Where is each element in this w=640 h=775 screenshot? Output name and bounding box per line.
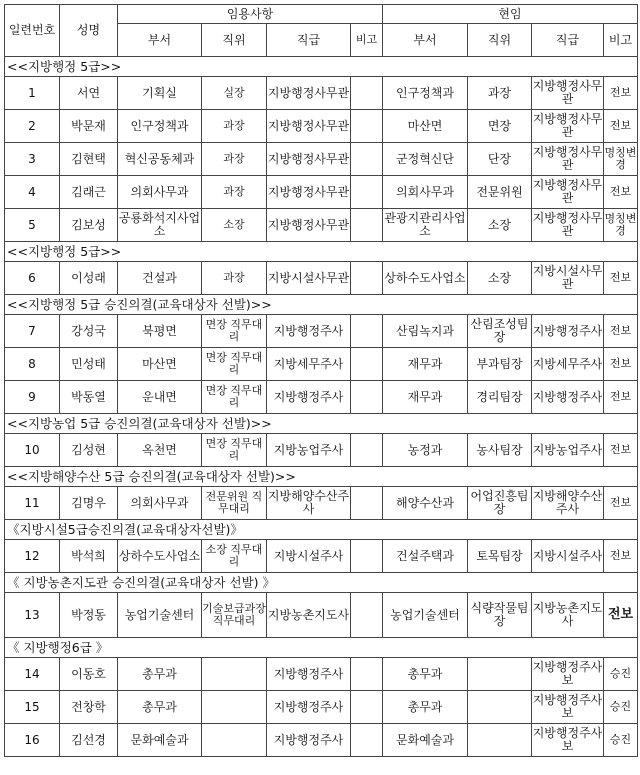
- appointment-dept-cell: 의회사무과: [118, 487, 202, 520]
- remark-cell: 전보: [604, 315, 638, 348]
- current-position-cell: 부과팀장: [468, 348, 532, 381]
- name-cell: 강성국: [60, 315, 118, 348]
- remark-cell: 전보: [604, 434, 638, 467]
- remark-cell: 전보: [604, 593, 638, 638]
- appointment-position-cell: 전문위원 직무대리: [202, 487, 267, 520]
- remark-cell: 전보: [604, 262, 638, 295]
- seq-cell: 12: [5, 540, 60, 573]
- table-row: [5, 487, 638, 520]
- appointment-remark-cell: [351, 209, 383, 242]
- current-dept-cell: 재무과: [383, 348, 468, 381]
- appointment-remark-cell: [351, 262, 383, 295]
- remark-cell: 전보: [604, 110, 638, 143]
- appointment-remark-cell: [351, 724, 383, 757]
- current-grade-cell: 지방행정주사보: [532, 724, 604, 757]
- appointment-dept-cell: 의회사무과: [118, 176, 202, 209]
- section-title: 《지방시설5급승진의결(교육대상자선발)》: [5, 520, 638, 540]
- appointment-position-cell: 소장 직무대리: [202, 540, 267, 573]
- table-row: [5, 209, 638, 242]
- table-row: [5, 381, 638, 414]
- appointment-remark-cell: [351, 176, 383, 209]
- current-grade-cell: 지방농업주사: [532, 434, 604, 467]
- seq-cell: 7: [5, 315, 60, 348]
- name-cell: 김보성: [60, 209, 118, 242]
- appointment-grade-cell: 지방행정사무관: [267, 209, 351, 242]
- current-position-cell: 면장: [468, 110, 532, 143]
- appointment-grade-cell: 지방농업주사: [267, 434, 351, 467]
- current-grade-cell: 지방행정사무관: [532, 110, 604, 143]
- table-row: [5, 315, 638, 348]
- name-cell: 박동열: [60, 381, 118, 414]
- current-dept-cell: 건설주택과: [383, 540, 468, 573]
- section-title: <<지방행정 5급>>: [5, 242, 638, 262]
- appointment-grade-cell: 지방행정사무관: [267, 176, 351, 209]
- appointment-remark-cell: [351, 110, 383, 143]
- current-position-cell: 식량작물팀장: [468, 593, 532, 638]
- seq-cell: 10: [5, 434, 60, 467]
- appointment-grade-cell: 지방행정사무관: [267, 110, 351, 143]
- appointment-position-cell: 과장: [202, 262, 267, 295]
- appointment-remark-cell: [351, 691, 383, 724]
- current-position-cell: 산림조성팀장: [468, 315, 532, 348]
- current-dept-cell: 군정혁신단: [383, 143, 468, 176]
- appointment-dept-cell: 인구정책과: [118, 110, 202, 143]
- current-grade-cell: 지방세무주사: [532, 348, 604, 381]
- seq-cell: 11: [5, 487, 60, 520]
- appointment-dept-cell: 혁신공동체과: [118, 143, 202, 176]
- remark-cell: 전보: [604, 540, 638, 573]
- appointment-position-cell: 과장: [202, 176, 267, 209]
- table-row: [5, 143, 638, 176]
- appointment-position-cell: 면장 직무대리: [202, 348, 267, 381]
- appointment-dept-cell: 건설과: [118, 262, 202, 295]
- remark-cell: 전보: [604, 487, 638, 520]
- section-header-row: [5, 520, 638, 540]
- table-row: [5, 658, 638, 691]
- section-header-row: [5, 467, 638, 487]
- section-header-row: [5, 295, 638, 315]
- current-dept-cell: 재무과: [383, 381, 468, 414]
- appointment-grade-cell: 지방행정주사: [267, 658, 351, 691]
- current-grade-cell: 지방행정주사: [532, 381, 604, 414]
- appointment-dept-cell: 기획실: [118, 77, 202, 110]
- current-dept-cell: 마산면: [383, 110, 468, 143]
- remark-cell: 승진: [604, 658, 638, 691]
- current-grade-cell: 지방시설사무관: [532, 262, 604, 295]
- appointment-position-cell: 면장 직무대리: [202, 381, 267, 414]
- name-cell: 서연: [60, 77, 118, 110]
- current-dept-cell: 관광지관리사업소: [383, 209, 468, 242]
- section-header-row: [5, 57, 638, 77]
- remark-cell: 전보: [604, 176, 638, 209]
- table-row: [5, 262, 638, 295]
- header-appointment-position: 직위: [202, 24, 267, 57]
- current-position-cell: 소장: [468, 262, 532, 295]
- appointment-dept-cell: 북평면: [118, 315, 202, 348]
- name-cell: 김선경: [60, 724, 118, 757]
- section-title: <<지방해양수산 5급 승진의결(교육대상자 선발)>>: [5, 467, 638, 487]
- appointment-position-cell: 기술보급과장 직무대리: [202, 593, 267, 638]
- seq-cell: 15: [5, 691, 60, 724]
- appointment-remark-cell: [351, 487, 383, 520]
- seq-cell: 13: [5, 593, 60, 638]
- table-row: [5, 434, 638, 467]
- appointment-grade-cell: 지방농촌지도사: [267, 593, 351, 638]
- appointment-remark-cell: [351, 381, 383, 414]
- section-title: 《 지방행정6급 》: [5, 638, 638, 658]
- header-current-grade: 직급: [532, 24, 604, 57]
- current-grade-cell: 지방행정사무관: [532, 176, 604, 209]
- current-dept-cell: 의회사무과: [383, 176, 468, 209]
- appointment-dept-cell: 운내면: [118, 381, 202, 414]
- current-dept-cell: 해양수산과: [383, 487, 468, 520]
- appointment-grade-cell: 지방행정주사: [267, 691, 351, 724]
- table-row: [5, 593, 638, 638]
- appointment-grade-cell: 지방해양수산주사: [267, 487, 351, 520]
- current-dept-cell: 인구정책과: [383, 77, 468, 110]
- appointment-grade-cell: 지방행정주사: [267, 381, 351, 414]
- appointment-dept-cell: 마산면: [118, 348, 202, 381]
- current-position-cell: 전문위원: [468, 176, 532, 209]
- appointment-remark-cell: [351, 593, 383, 638]
- remark-cell: 승진: [604, 691, 638, 724]
- seq-cell: 3: [5, 143, 60, 176]
- seq-cell: 16: [5, 724, 60, 757]
- name-cell: 전창학: [60, 691, 118, 724]
- table-row: [5, 348, 638, 381]
- appointment-dept-cell: 옥천면: [118, 434, 202, 467]
- remark-cell: 명칭변경: [604, 209, 638, 242]
- seq-cell: 5: [5, 209, 60, 242]
- name-cell: 김명우: [60, 487, 118, 520]
- personnel-table: [4, 4, 638, 757]
- appointment-position-cell: 실장: [202, 77, 267, 110]
- header-current-position: 직위: [468, 24, 532, 57]
- current-grade-cell: 지방농촌지도사: [532, 593, 604, 638]
- table-row: [5, 724, 638, 757]
- appointment-position-cell: 과장: [202, 143, 267, 176]
- seq-cell: 1: [5, 77, 60, 110]
- section-header-row: [5, 638, 638, 658]
- current-dept-cell: 농업기술센터: [383, 593, 468, 638]
- current-grade-cell: 지방행정사무관: [532, 77, 604, 110]
- name-cell: 박정동: [60, 593, 118, 638]
- current-dept-cell: 총무과: [383, 691, 468, 724]
- current-grade-cell: 지방행정주사보: [532, 691, 604, 724]
- remark-cell: 전보: [604, 77, 638, 110]
- appointment-dept-cell: 문화예술과: [118, 724, 202, 757]
- remark-cell: 전보: [604, 381, 638, 414]
- appointment-remark-cell: [351, 434, 383, 467]
- current-position-cell: 과장: [468, 77, 532, 110]
- appointment-grade-cell: 지방행정사무관: [267, 77, 351, 110]
- header-appointment: 임용사항: [118, 5, 383, 24]
- section-title: <<지방행정 5급 승진의결(교육대상자 선발)>>: [5, 295, 638, 315]
- section-title: <<지방행정 5급>>: [5, 57, 638, 77]
- table-row: [5, 540, 638, 573]
- appointment-remark-cell: [351, 540, 383, 573]
- header-appointment-dept: 부서: [118, 24, 202, 57]
- section-header-row: [5, 414, 638, 434]
- seq-cell: 2: [5, 110, 60, 143]
- seq-cell: 14: [5, 658, 60, 691]
- current-grade-cell: 지방시설주사: [532, 540, 604, 573]
- appointment-grade-cell: 지방시설사무관: [267, 262, 351, 295]
- current-position-cell: [468, 658, 532, 691]
- remark-cell: 승진: [604, 724, 638, 757]
- appointment-position-cell: [202, 724, 267, 757]
- header-current-dept: 부서: [383, 24, 468, 57]
- name-cell: 김성현: [60, 434, 118, 467]
- table-row: [5, 176, 638, 209]
- remark-cell: 전보: [604, 348, 638, 381]
- current-position-cell: 어업진흥팀장: [468, 487, 532, 520]
- name-cell: 박문재: [60, 110, 118, 143]
- appointment-remark-cell: [351, 315, 383, 348]
- name-cell: 민성태: [60, 348, 118, 381]
- table-row: [5, 691, 638, 724]
- current-dept-cell: 상하수도사업소: [383, 262, 468, 295]
- current-position-cell: [468, 724, 532, 757]
- name-cell: 김래근: [60, 176, 118, 209]
- appointment-position-cell: 면장 직무대리: [202, 315, 267, 348]
- section-header-row: [5, 242, 638, 262]
- current-position-cell: [468, 691, 532, 724]
- current-grade-cell: 지방행정사무관: [532, 209, 604, 242]
- name-cell: 김현택: [60, 143, 118, 176]
- appointment-dept-cell: 총무과: [118, 658, 202, 691]
- appointment-position-cell: [202, 691, 267, 724]
- current-dept-cell: 문화예술과: [383, 724, 468, 757]
- appointment-remark-cell: [351, 658, 383, 691]
- appointment-remark-cell: [351, 143, 383, 176]
- appointment-position-cell: [202, 658, 267, 691]
- current-position-cell: 경리팀장: [468, 381, 532, 414]
- header-appointment-remark: 비고: [351, 24, 383, 57]
- current-position-cell: 단장: [468, 143, 532, 176]
- header-current: 현임: [383, 5, 638, 24]
- current-grade-cell: 지방행정주사: [532, 315, 604, 348]
- current-position-cell: 농사팀장: [468, 434, 532, 467]
- appointment-grade-cell: 지방행정주사: [267, 315, 351, 348]
- header-seq: 일련번호: [5, 5, 60, 57]
- current-position-cell: 소장: [468, 209, 532, 242]
- header-name: 성명: [60, 5, 118, 57]
- appointment-dept-cell: 공룡화석지사업소: [118, 209, 202, 242]
- current-dept-cell: 농정과: [383, 434, 468, 467]
- table-row: [5, 77, 638, 110]
- appointment-position-cell: 과장: [202, 110, 267, 143]
- header-appointment-grade: 직급: [267, 24, 351, 57]
- name-cell: 박석희: [60, 540, 118, 573]
- appointment-remark-cell: [351, 77, 383, 110]
- seq-cell: 8: [5, 348, 60, 381]
- appointment-dept-cell: 총무과: [118, 691, 202, 724]
- appointment-remark-cell: [351, 348, 383, 381]
- table-row: [5, 110, 638, 143]
- name-cell: 이동호: [60, 658, 118, 691]
- appointment-position-cell: 소장: [202, 209, 267, 242]
- current-grade-cell: 지방해양수산주사: [532, 487, 604, 520]
- seq-cell: 6: [5, 262, 60, 295]
- appointment-grade-cell: 지방행정사무관: [267, 143, 351, 176]
- current-position-cell: 토목팀장: [468, 540, 532, 573]
- appointment-grade-cell: 지방행정주사: [267, 724, 351, 757]
- name-cell: 이성래: [60, 262, 118, 295]
- appointment-grade-cell: 지방시설주사: [267, 540, 351, 573]
- current-grade-cell: 지방행정사무관: [532, 143, 604, 176]
- current-dept-cell: 총무과: [383, 658, 468, 691]
- appointment-grade-cell: 지방세무주사: [267, 348, 351, 381]
- appointment-dept-cell: 상하수도사업소: [118, 540, 202, 573]
- section-title: 《 지방농촌지도관 승진의결(교육대상자 선발) 》: [5, 573, 638, 593]
- seq-cell: 9: [5, 381, 60, 414]
- appointment-dept-cell: 농업기술센터: [118, 593, 202, 638]
- current-grade-cell: 지방행정주사보: [532, 658, 604, 691]
- remark-cell: 명칭변경: [604, 143, 638, 176]
- header-remark: 비고: [604, 24, 638, 57]
- current-dept-cell: 산림녹지과: [383, 315, 468, 348]
- seq-cell: 4: [5, 176, 60, 209]
- section-header-row: [5, 573, 638, 593]
- appointment-position-cell: 면장 직무대리: [202, 434, 267, 467]
- section-title: <<지방농업 5급 승진의결(교육대상자 선발)>>: [5, 414, 638, 434]
